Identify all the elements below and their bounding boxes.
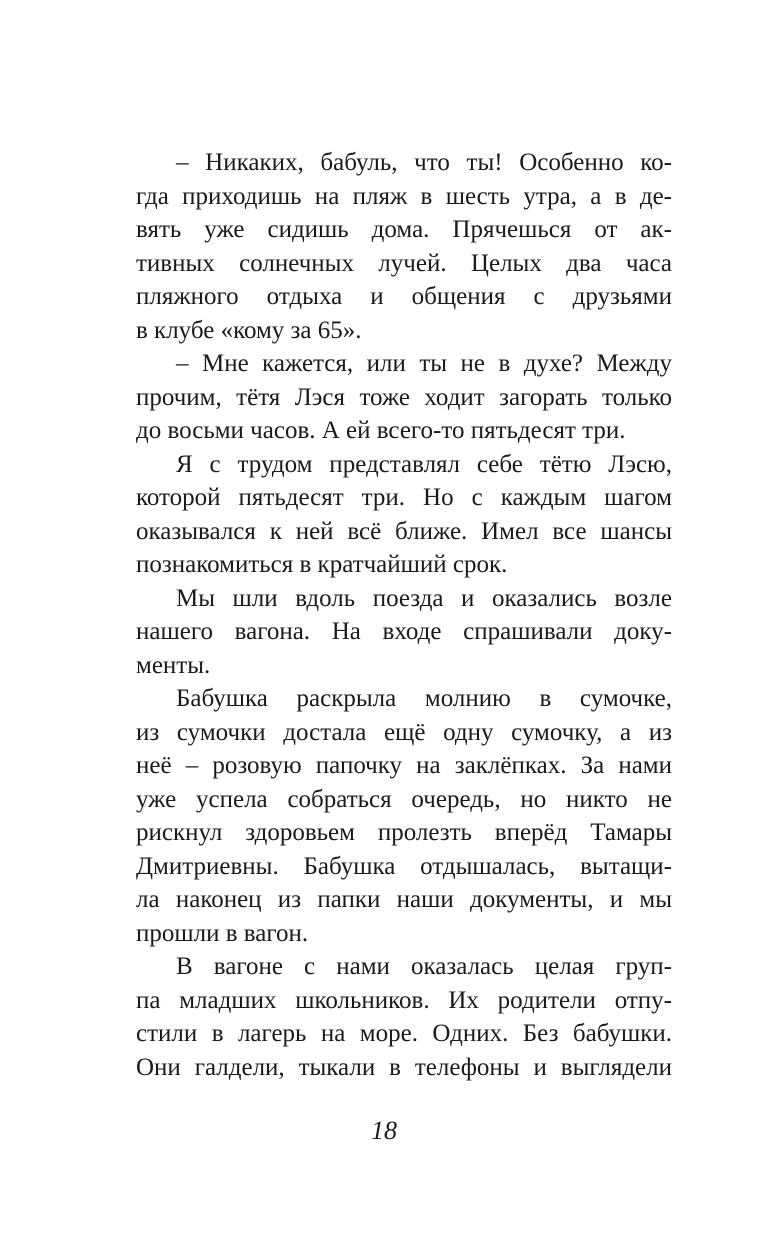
text-line: до восьми часов. А ей всего-то пятьдесят три. <box>136 417 626 444</box>
text-line: Я с трудом представлял себе тётю Лэсю, <box>176 450 672 478</box>
page-number: 18 <box>371 1116 397 1145</box>
text-line: уже успела собраться очередь, но никто не <box>136 785 672 813</box>
text-line: Бабушка раскрыла молнию в сумочке, <box>176 685 672 712</box>
text-line: менты. <box>136 651 211 679</box>
text-line: па младших школьников. Их родители отпу- <box>136 986 672 1014</box>
text-line: Мы шли вдоль поезда и оказались возле <box>176 584 672 612</box>
text-line: из сумочки достала ещё одну сумочку, а из <box>136 718 672 746</box>
text-line: которой пятьдесят три. Но с каждым шагом <box>136 484 672 511</box>
text-line: гда приходишь на пляж в шесть утра, а в де- <box>136 182 672 210</box>
text-line: нашего вагона. На входе спрашивали доку- <box>136 618 672 645</box>
text-line: вять уже сидишь дома. Прячешься от ак- <box>136 216 672 243</box>
text-line: в клубе «кому за 65». <box>136 316 362 344</box>
text-line: неё – розовую папочку на заклёпках. За нами <box>136 752 672 779</box>
text-line: познакомиться в кратчайший срок. <box>136 551 508 578</box>
text-line: ла наконец из папки наши документы, и мы <box>136 886 672 913</box>
text-line: В вагоне с нами оказалась целая груп- <box>176 953 672 980</box>
text-line: пляжного отдыха и общения с друзьями <box>136 283 672 310</box>
text-line: прочим, тётя Лэся тоже ходит загорать только <box>136 383 672 411</box>
text-line: прошли в вагон. <box>136 919 309 947</box>
text-line: Они галдели, тыкали в телефоны и выглядели <box>136 1053 672 1081</box>
text-line: – Никаких, бабуль, что ты! Особенно ко- <box>176 149 672 176</box>
text-line: – Мне кажется, или ты не в духе? Между <box>176 350 672 377</box>
text-line: Дмитриевны. Бабушка отдышалась, вытащи- <box>136 852 672 880</box>
body-text <box>136 146 672 1084</box>
text-line: рискнул здоровьем пролезть вперёд Тамары <box>136 819 672 846</box>
text-line: тивных солнечных лучей. Целых два часа <box>136 249 672 277</box>
text-line: стили в лагерь на море. Одних. Без бабушки. <box>136 1020 672 1047</box>
text-line: оказывался к ней всё ближе. Имел все шансы <box>136 517 672 545</box>
